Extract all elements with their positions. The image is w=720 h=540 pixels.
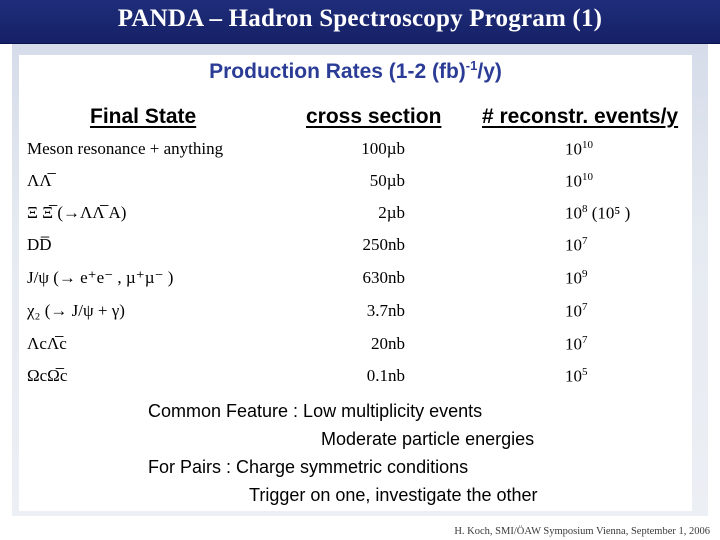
production-rates-title-main: Production Rates (1-2 (fb) — [209, 60, 466, 83]
events-extra: (10⁵ ) — [587, 203, 631, 223]
events — [565, 203, 630, 224]
events-exponent: 10 — [582, 139, 593, 151]
table-row — [19, 334, 692, 364]
events-exponent: 7 — [582, 334, 588, 346]
table-row — [19, 366, 692, 396]
footer-credit: H. Koch, SMI/ÖAW Symposium Vienna, September 1, 2006 — [454, 526, 710, 537]
production-rates-title — [19, 58, 692, 84]
events-exponent: 5 — [582, 366, 588, 378]
final-state: J/ψ (→ e⁺e⁻ , µ⁺µ⁻ ) — [27, 268, 174, 287]
events-base: 10 — [565, 301, 582, 321]
note-line: Common Feature : Low multiplicity events — [148, 401, 483, 421]
events — [565, 171, 593, 192]
cross-section: 3.7nb — [366, 301, 405, 320]
cross-section: 250nb — [362, 235, 405, 254]
events — [565, 139, 593, 160]
cross-section: 50µb — [369, 171, 405, 190]
events-base: 10 — [565, 366, 582, 386]
final-state: Ξ Ξ̅ (→ΛΛ̅ A) — [27, 203, 127, 222]
table-row — [19, 268, 692, 298]
events — [565, 301, 588, 322]
table-row — [19, 171, 692, 201]
header-events: # reconstr. events/y — [482, 105, 679, 128]
events — [565, 334, 588, 355]
final-state: χ₂ (→ J/ψ + γ) — [27, 301, 125, 320]
events-base: 10 — [565, 171, 582, 191]
table-row — [19, 203, 692, 233]
final-state: ΛcΛ̅c — [27, 334, 67, 353]
slide-content — [19, 55, 692, 511]
note-line: Trigger on one, investigate the other — [249, 485, 538, 505]
note-line: For Pairs : Charge symmetric conditions — [148, 457, 469, 477]
events-exponent: 10 — [582, 171, 593, 183]
header-cross-section: cross section — [306, 105, 442, 128]
cross-section: 630nb — [362, 268, 405, 287]
table-row — [19, 301, 692, 331]
cross-section: 0.1nb — [366, 366, 405, 385]
header-final-state: Final State — [90, 105, 197, 128]
events-base: 10 — [565, 203, 582, 223]
events-base: 10 — [565, 334, 582, 354]
final-state: ΛΛ̅ — [27, 171, 52, 190]
events — [565, 235, 588, 256]
events-exponent: 7 — [582, 301, 588, 313]
events-base: 10 — [565, 139, 582, 159]
events-exponent: 7 — [582, 235, 588, 247]
final-state: Meson resonance + anything — [27, 139, 224, 158]
production-rates-title-tail: /y) — [477, 60, 502, 83]
table-row — [19, 139, 692, 169]
events — [565, 366, 588, 387]
cross-section: 2µb — [378, 203, 405, 222]
events-base: 10 — [565, 235, 582, 255]
note-line: Moderate particle energies — [321, 429, 535, 449]
title-bar — [0, 0, 720, 44]
events-base: 10 — [565, 268, 582, 288]
final-state: ΩcΩ̅c — [27, 366, 68, 385]
production-rates-title-sup: -1 — [465, 58, 478, 73]
cross-section: 100µb — [361, 139, 405, 158]
table-row — [19, 235, 692, 265]
events — [565, 268, 588, 289]
events-exponent: 9 — [582, 268, 588, 280]
events-exponent: 8 — [582, 203, 588, 215]
slide-title: PANDA – Hadron Spectroscopy Program (1) — [117, 5, 603, 32]
cross-section: 20nb — [371, 334, 405, 353]
final-state: DD̅ — [27, 235, 52, 254]
